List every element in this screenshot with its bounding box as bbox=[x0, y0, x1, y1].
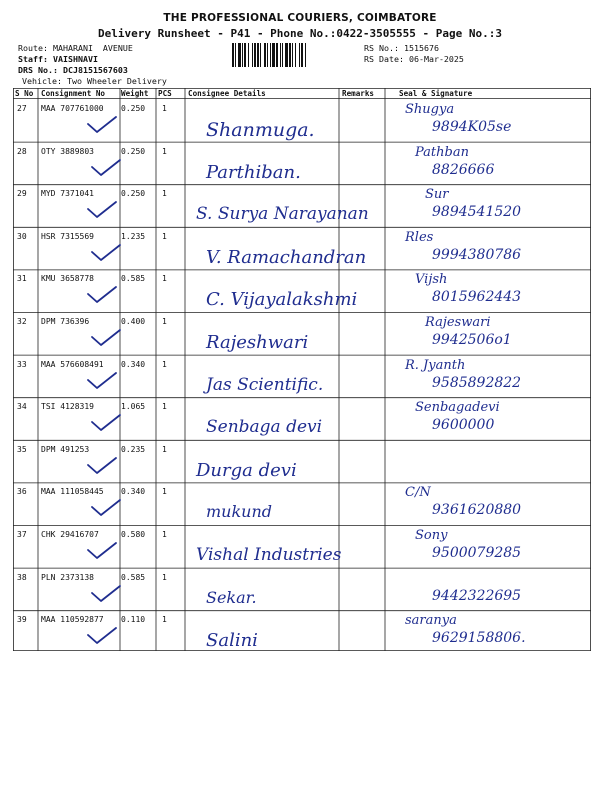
row-weight: 1.065 bbox=[121, 402, 146, 412]
row-consignee-name: Salini bbox=[206, 630, 258, 652]
row-pcs: 1 bbox=[162, 444, 167, 454]
rs-date-line bbox=[364, 54, 464, 65]
row-signature: Sony bbox=[415, 528, 448, 543]
col-signature: Seal & Signature bbox=[399, 89, 473, 98]
route-line bbox=[18, 43, 133, 54]
staff-value: VAISHNAVI bbox=[52, 54, 98, 64]
row-consignee-name: Shanmuga. bbox=[206, 119, 315, 141]
row-consignment: PLN 2373138 bbox=[41, 572, 94, 582]
row-pcs: 1 bbox=[162, 274, 167, 284]
row-phone: 9585892822 bbox=[432, 374, 522, 391]
staff-label: Staff: bbox=[18, 54, 48, 64]
delivered-check-icon bbox=[86, 285, 118, 305]
delivered-check-icon bbox=[86, 200, 118, 220]
row-consignment: CHK 29416707 bbox=[41, 530, 99, 539]
row-weight: 0.340 bbox=[121, 359, 146, 369]
col-sno: S No bbox=[15, 89, 34, 98]
row-consignment: KMU 3658778 bbox=[41, 274, 94, 284]
rs-date-label: RS Date: bbox=[364, 54, 404, 64]
row-consignee-name: Jas Scientific. bbox=[206, 374, 324, 395]
delivered-check-icon bbox=[86, 456, 118, 476]
col-consignment: Consignment No bbox=[41, 89, 106, 98]
row-pcs: 1 bbox=[162, 487, 167, 497]
row-consignment: MAA 707761000 bbox=[41, 104, 104, 113]
row-consignment: HSR 7315569 bbox=[41, 231, 94, 241]
row-sno: 37 bbox=[17, 530, 27, 539]
row-consignment: MAA 110592877 bbox=[41, 615, 104, 625]
barcode bbox=[232, 43, 356, 67]
row-consignee-name: Parthiban. bbox=[206, 161, 301, 183]
row-sno: 27 bbox=[17, 104, 27, 113]
row-signature: saranya bbox=[405, 613, 457, 629]
delivered-check-icon bbox=[90, 498, 122, 518]
row-phone: 9500079285 bbox=[432, 545, 522, 561]
row-pcs: 1 bbox=[162, 146, 167, 156]
row-sno: 31 bbox=[17, 274, 27, 284]
row-phone: 8826666 bbox=[432, 161, 495, 178]
vehicle-line bbox=[22, 76, 167, 87]
row-phone: 9994380786 bbox=[432, 246, 522, 263]
row-signature: Pathban bbox=[415, 144, 469, 160]
row-sno: 39 bbox=[17, 615, 27, 625]
row-consignee-name: V. Ramachandran bbox=[206, 246, 367, 268]
row-signature: Rles bbox=[405, 229, 434, 245]
row-weight: 0.250 bbox=[121, 104, 146, 113]
row-phone: 9894K05se bbox=[432, 119, 512, 135]
rs-date-value: 06-Mar-2025 bbox=[408, 54, 464, 64]
row-signature: Rajeswari bbox=[425, 315, 491, 330]
row-pcs: 1 bbox=[162, 572, 167, 582]
vehicle-label: Vehicle: bbox=[22, 76, 62, 86]
row-sno: 28 bbox=[17, 146, 27, 156]
row-weight: 1.235 bbox=[121, 231, 146, 241]
row-sno: 30 bbox=[17, 231, 27, 241]
col-consignee: Consignee Details bbox=[188, 89, 266, 98]
row-sno: 36 bbox=[17, 487, 27, 497]
delivered-check-icon bbox=[86, 115, 118, 135]
row-sno: 33 bbox=[17, 359, 27, 369]
row-consignee-name: C. Vijayalakshmi bbox=[206, 289, 358, 311]
route-label: Route: bbox=[18, 43, 48, 53]
row-consignee-name: Durga devi bbox=[196, 459, 297, 481]
company-title: THE PROFESSIONAL COURIERS, COIMBATORE bbox=[163, 12, 437, 24]
row-sno: 32 bbox=[17, 317, 27, 326]
delivered-check-icon bbox=[90, 158, 122, 178]
row-pcs: 1 bbox=[162, 104, 167, 113]
delivered-check-icon bbox=[90, 243, 122, 263]
row-weight: 0.250 bbox=[121, 189, 146, 199]
row-consignee-name: Vishal Industries bbox=[196, 545, 342, 565]
row-pcs: 1 bbox=[162, 317, 167, 326]
row-pcs: 1 bbox=[162, 359, 167, 369]
vehicle-value: Two Wheeler Delivery bbox=[66, 76, 167, 86]
row-weight: 0.585 bbox=[121, 572, 146, 582]
row-consignee-name: S. Surya Narayanan bbox=[196, 204, 369, 225]
staff-line bbox=[18, 54, 98, 65]
row-phone: 9894541520 bbox=[432, 204, 522, 221]
row-weight: 0.400 bbox=[121, 317, 146, 326]
row-consignment: TSI 4128319 bbox=[41, 402, 94, 412]
row-phone: 9361620880 bbox=[432, 502, 522, 519]
row-signature: C/N bbox=[405, 485, 431, 501]
row-weight: 0.250 bbox=[121, 146, 146, 156]
row-phone: 9600000 bbox=[432, 417, 495, 434]
row-weight: 0.580 bbox=[121, 530, 146, 539]
drs-label: DRS No.: bbox=[18, 65, 58, 75]
runsheet-title: Delivery Runsheet - P41 - Phone No.:0422-3505555 - Page No.:3 bbox=[98, 27, 502, 40]
row-phone: 8015962443 bbox=[432, 289, 522, 306]
row-consignment: DPM 491253 bbox=[41, 444, 90, 454]
col-weight: Weight bbox=[121, 89, 149, 98]
row-consignment: MAA 576608491 bbox=[41, 359, 104, 369]
delivered-check-icon bbox=[86, 371, 118, 391]
route-value: MAHARANI AVENUE bbox=[52, 43, 133, 53]
row-signature: Shugya bbox=[405, 102, 455, 117]
row-weight: 0.110 bbox=[121, 615, 146, 625]
col-remarks: Remarks bbox=[342, 89, 375, 98]
row-consignee-name: mukund bbox=[206, 502, 273, 522]
rs-no-value: 1515676 bbox=[403, 43, 439, 53]
row-sno: 29 bbox=[17, 189, 27, 199]
row-sno: 38 bbox=[17, 572, 27, 582]
row-weight: 0.235 bbox=[121, 444, 146, 454]
delivered-check-icon bbox=[86, 541, 118, 561]
row-consignment: MYD 7371041 bbox=[41, 189, 94, 199]
row-signature: Sur bbox=[425, 187, 449, 203]
row-consignee-name: Senbaga devi bbox=[206, 417, 323, 438]
rs-no-line bbox=[364, 43, 439, 54]
row-weight: 0.585 bbox=[121, 274, 146, 284]
row-consignment: OTY 3889803 bbox=[41, 146, 94, 156]
row-pcs: 1 bbox=[162, 615, 167, 625]
delivered-check-icon bbox=[86, 626, 118, 646]
delivered-check-icon bbox=[90, 584, 122, 604]
row-consignment: MAA 111058445 bbox=[41, 487, 104, 497]
row-consignment: DPM 736396 bbox=[41, 317, 90, 326]
row-signature: Vijsh bbox=[415, 272, 448, 288]
delivered-check-icon bbox=[90, 328, 122, 348]
drs-line bbox=[18, 65, 128, 76]
row-sno: 34 bbox=[17, 402, 27, 412]
row-phone: 9442322695 bbox=[432, 587, 522, 604]
row-phone: 9629158806. bbox=[432, 630, 526, 647]
row-consignee-name: Sekar. bbox=[206, 587, 257, 607]
row-consignee-name: Rajeshwari bbox=[206, 332, 309, 353]
row-phone: 9942506o1 bbox=[432, 332, 512, 348]
row-pcs: 1 bbox=[162, 189, 167, 199]
row-signature: Senbagadevi bbox=[415, 400, 500, 416]
row-sno: 35 bbox=[17, 444, 27, 454]
rs-no-label: RS No.: bbox=[364, 43, 399, 53]
drs-value: DCJ8151567603 bbox=[62, 65, 128, 75]
row-pcs: 1 bbox=[162, 530, 167, 539]
delivered-check-icon bbox=[90, 413, 122, 433]
row-pcs: 1 bbox=[162, 402, 167, 412]
col-pcs: PCS bbox=[158, 89, 172, 98]
row-signature: R. Jyanth bbox=[405, 357, 466, 373]
row-pcs: 1 bbox=[162, 231, 167, 241]
row-weight: 0.340 bbox=[121, 487, 146, 497]
